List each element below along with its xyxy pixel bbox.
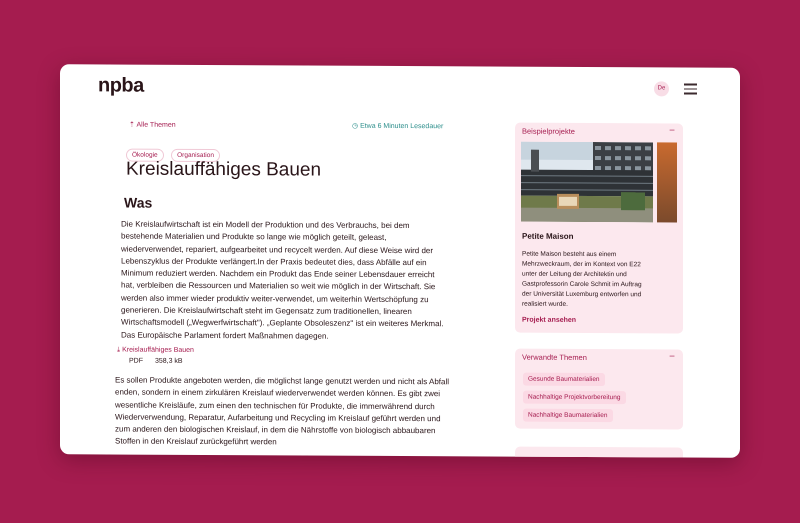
download-label: Kreislauffähiges Bauen xyxy=(122,346,194,354)
download-link[interactable] xyxy=(117,347,194,355)
tag-organisation[interactable]: Organisation xyxy=(171,149,220,162)
project-image[interactable] xyxy=(521,142,653,223)
logo[interactable]: nрba xyxy=(98,74,144,97)
related-topics-list xyxy=(523,373,626,428)
related-topics-card xyxy=(515,349,683,430)
browser-window xyxy=(60,64,740,458)
project-image-next[interactable] xyxy=(657,142,677,222)
arrow-up-icon: ⇡ xyxy=(129,121,135,129)
download-meta xyxy=(129,358,193,365)
projects-card xyxy=(515,123,683,334)
related-topic-item[interactable]: Nachhaltige Projektvorbereitung xyxy=(523,391,626,405)
back-link[interactable] xyxy=(129,121,176,129)
clock-icon: ◷ xyxy=(352,122,359,130)
project-title: Petite Maison xyxy=(522,231,574,241)
collapse-icon[interactable]: − xyxy=(669,351,675,363)
back-link-label: Alle Themen xyxy=(136,121,176,129)
related-card-header[interactable] xyxy=(515,349,683,369)
project-description: Petite Maison besteht aus einem Mehrzweckraum, der im Kontext von E22 unter der Leitung der Architektin und Gastprofessorin Carole Schmit im Auftrag der Universität Luxemburg entworfen und realisiert wurde. xyxy=(522,250,642,308)
collapse-icon[interactable]: − xyxy=(669,125,675,137)
page-title: Kreislauffähiges Bauen xyxy=(126,158,322,181)
projects-card-header[interactable] xyxy=(515,123,683,143)
menu-icon[interactable] xyxy=(684,83,697,97)
article-paragraph-2: Es sollen Produkte angeboten werden, die möglichst lange genutzt werden und nicht als Abfall enden, sondern in einem zirkulären Kreislauf wiederverwendet werden können. Es gibt zwei wesentliche Kreisläufe, zum einen den technischen für Produkte, die immerwährend durch Wiederverwendung, Reparatur, Aufarbeitung und Recycling im Kreislauf geführt werden und zum anderen den biologischen Kreislauf, in dem die Nährstoffe von biologisch abbaubaren Stoffen in den Kreislauf zurückgeführt werden xyxy=(115,375,449,447)
next-card xyxy=(515,447,683,458)
file-size: 358,3 kB xyxy=(154,357,183,365)
view-project-link[interactable]: Projekt ansehen xyxy=(522,316,577,324)
download-icon: ⤓ xyxy=(117,346,121,354)
article-paragraph-1: Die Kreislaufwirtschaft ist ein Modell der Produktion und des Verbrauchs, bei dem bestehende Materialien und Produkte so lange wie möglich geteilt, geleast, wiederverwendet, repariert, aufgearbeitet und recycelt werden. Auf diese Weise wird der Lebenszyklus der Produkte verlängert.In der Praxis bedeutet dies, dass Abfälle auf ein Minimum reduziert werden. Nachdem ein Produkt das Ende seiner Lebensdauer erreicht hat, verbleiben die Ressourcen und Materialien so weit wie möglich in der Wirtschaft. Sie werden also immer wieder produktiv weiter-verwendet, um weiterhin Wertschöpfung zu generieren. Die Kreislaufwirtschaft steht im Gegensatz zum traditionellen, linearen Wirtschaftsmodell („Wegwerfwirtschaft"). „Geplante Obsoleszenz" ist ein weiteres Merkmal. Das Europäische Parlament fordert Maßnahmen dagegen. xyxy=(121,219,444,341)
related-topic-item[interactable]: Nachhaltige Baumaterialien xyxy=(523,409,613,422)
projects-heading: Beispielprojekte xyxy=(522,126,575,136)
reading-time-label: Etwa 6 Minuten Lesedauer xyxy=(360,122,444,131)
related-topic-item[interactable]: Gesunde Baumaterialien xyxy=(523,373,605,386)
section-heading: Was xyxy=(124,194,153,211)
file-type: PDF xyxy=(129,357,143,365)
reading-time xyxy=(352,122,443,130)
tag-oekologie[interactable]: Ökologie xyxy=(126,149,164,162)
language-switch[interactable]: De xyxy=(654,81,669,96)
related-heading: Verwandte Themen xyxy=(522,352,587,362)
